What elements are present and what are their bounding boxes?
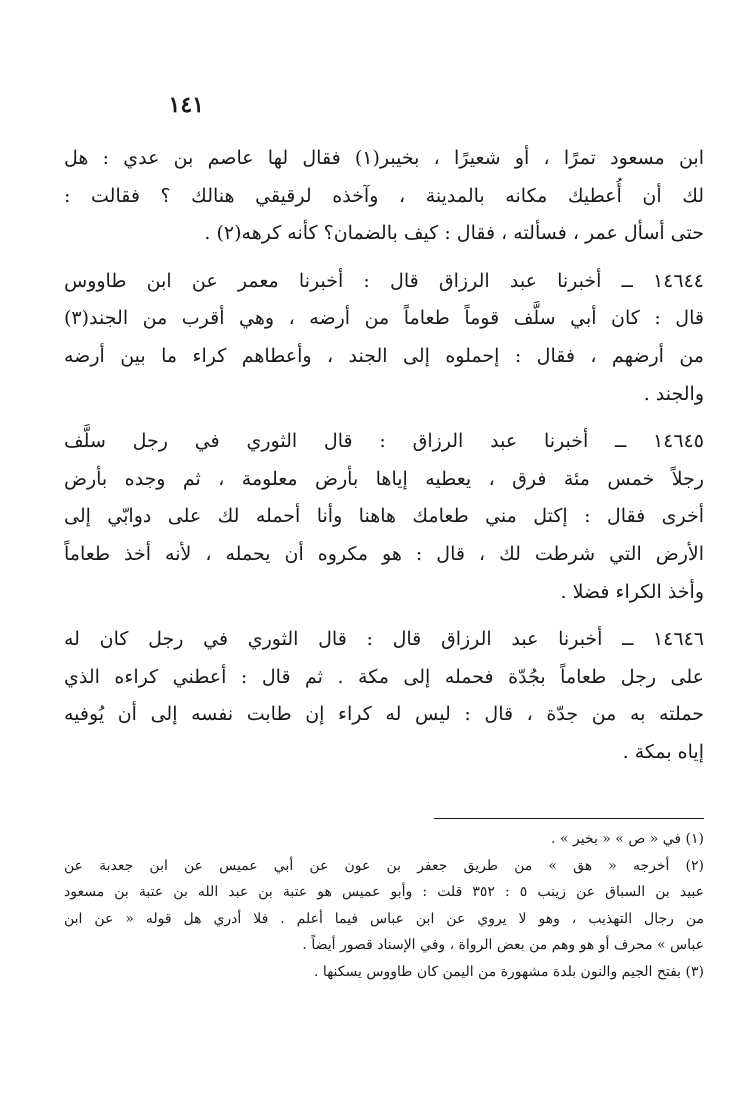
text-line: ١٤٦٤٦ ــ أخبرنا عبد الرزاق قال : قال الثوري في رجل كان له <box>64 628 704 651</box>
text-line: ابن مسعود تمرًا ، أو شعيرًا ، بخيبر(١) فقال لها عاصم بن عدي : هل <box>64 147 704 169</box>
footnote-line: (١) في « ص » « بخير » . <box>551 831 704 847</box>
text-line: ١٤٦٤٥ ــ أخبرنا عبد الرزاق : قال الثوري في رجل سلَّف <box>64 430 704 453</box>
text-line: والجند . <box>643 382 704 405</box>
paragraph <box>64 263 704 413</box>
text-line: إياه بمكة . <box>622 740 704 763</box>
footnote-line: عبيد بن السباق عن زينب ٥ : ٣٥٢ قلت : وأبو عميس هو عتبة بن عبد الله بن عتبة بن مسعود <box>64 884 704 900</box>
footnote-divider <box>434 818 704 819</box>
footnote-line: من رجال التهذيب ، وهو لا يروي عن ابن عباس فيما أعلم . فلا أدري هل قوله « عن ابن <box>64 910 704 927</box>
text-line: أخرى فقال : إكتل مني طعامك هاهنا وأنا أحمله لك على دوابّي إلى <box>64 505 704 528</box>
paragraph <box>64 621 704 771</box>
footnote-line: (٢) أخرجه « هق » من طريق جعفر بن عون عن أبي عميس عن ابن جعدبة عن <box>64 857 704 874</box>
text-line: قال : كان أبي سلَّف قوماً طعاماً من أرضه ، وهي أقرب من الجند(٣) <box>64 307 704 330</box>
text-line: لك أن أُعطيك مكانه بالمدينة ، وآخذه لرقيقي هنالك ؟ فقالت : <box>64 184 704 207</box>
page-number: ١٤١ <box>168 92 204 118</box>
footnote-line: (٣) بفتح الجيم والنون بلدة مشهورة من اليمن كان طاووس يسكنها . <box>313 963 704 980</box>
text-line: حتى أسأل عمر ، فسألته ، فقال : كيف بالضمان؟ كأنه كرهه(٢) . <box>204 222 704 245</box>
text-line: الأرض التي شرطت لك ، قال : هو مكروه أن يحمله ، لأنه أخذ طعاماً <box>64 542 704 565</box>
text-line: رجلاً خمس مئة فرق ، يعطيه إياها بأرض معلومة ، ثم وجده بأرض <box>64 467 704 490</box>
paragraph <box>64 423 704 611</box>
text-line: وأخذ الكراء فضلا . <box>560 580 704 603</box>
paragraph <box>64 140 704 253</box>
footnote-line: عباس » محرف أو هو وهم من بعض الرواة ، وفي الإسناد قصور أيضاً . <box>302 937 704 953</box>
text-line: حملته به من جدّة ، قال : ليس له كراء إن طابت نفسه إلى أن يُوفيه <box>64 703 704 726</box>
text-line: على رجل طعاماً بجُدّة فحمله إلى مكة . ثم قال : أعطني كراءه الذي <box>64 665 704 688</box>
text-line: ١٤٦٤٤ ــ أخبرنا عبد الرزاق قال : أخبرنا معمر عن ابن طاووس <box>64 269 704 292</box>
main-text <box>64 140 704 772</box>
text-line: من أرضهم ، فقال : إحملوه إلى الجند ، وأعطاهم كراء ما بين أرضه <box>64 344 704 367</box>
footnotes <box>64 826 704 985</box>
